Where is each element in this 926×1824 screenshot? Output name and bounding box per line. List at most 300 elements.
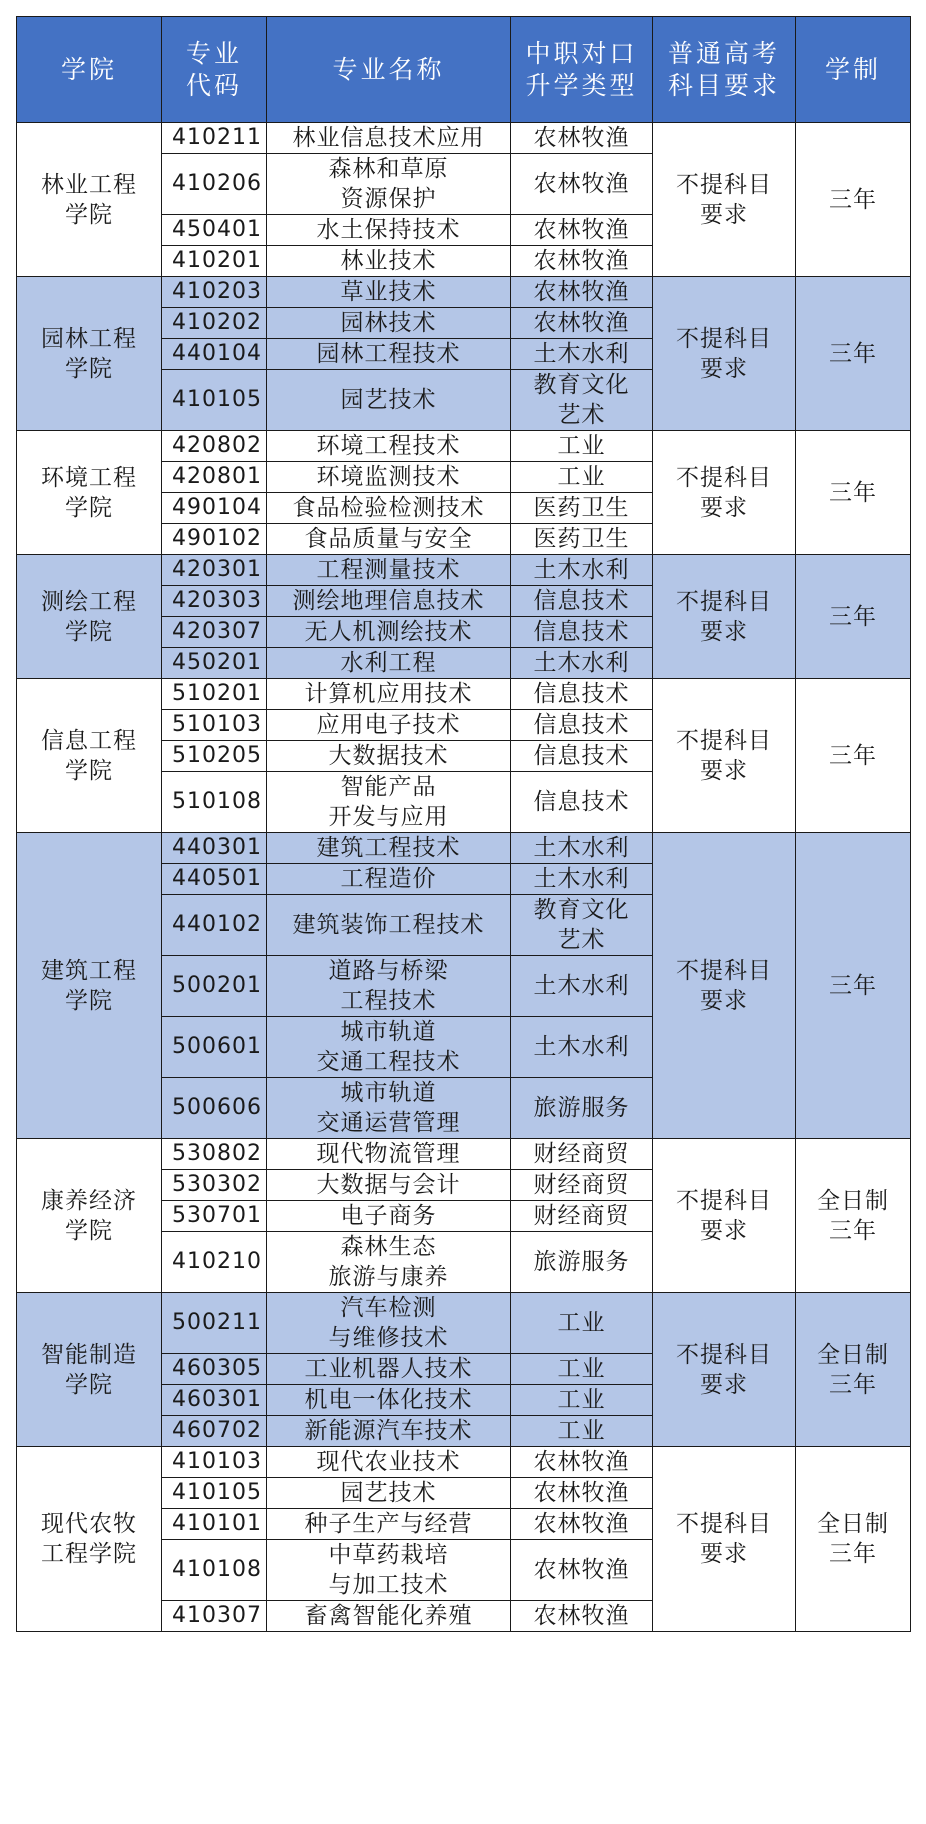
major-code-cell: 420801 (162, 462, 267, 493)
major-code-cell: 450201 (162, 648, 267, 679)
major-code-cell: 510205 (162, 741, 267, 772)
subject-requirement: 要求 (700, 494, 748, 521)
majors-table-container (16, 16, 911, 1632)
college-name: 园林工程 (41, 325, 137, 352)
major-code-cell: 410206 (162, 154, 267, 215)
subject-requirement-cell (653, 277, 796, 431)
major-code-cell: 510103 (162, 710, 267, 741)
admission-type: 教育文化 (533, 372, 630, 398)
major-name: 智能产品 (340, 774, 437, 800)
admission-type: 农林牧渔 (533, 217, 630, 243)
duration: 三年 (829, 603, 877, 630)
admission-type-cell (511, 833, 653, 864)
major-name: 畜禽智能化养殖 (304, 1603, 473, 1629)
table-row (17, 1447, 911, 1478)
major-code-cell: 410108 (162, 1540, 267, 1601)
admission-type-cell (511, 524, 653, 555)
admission-type: 医药卫生 (533, 526, 630, 552)
subject-requirement: 要求 (700, 987, 748, 1014)
admission-type-cell (511, 1509, 653, 1540)
admission-type-cell (511, 772, 653, 833)
major-name-cell (267, 123, 511, 154)
major-name-cell (267, 956, 511, 1017)
admission-type-cell (511, 154, 653, 215)
major-code-cell: 510108 (162, 772, 267, 833)
major-name: 林业技术 (340, 248, 437, 274)
major-code-cell: 410101 (162, 1509, 267, 1540)
admission-type: 工业 (557, 1418, 606, 1444)
duration-cell (796, 431, 911, 555)
major-name: 大数据与会计 (316, 1172, 461, 1198)
subject-requirement: 不提科目 (676, 325, 772, 352)
major-name-cell (267, 1416, 511, 1447)
duration: 三年 (829, 340, 877, 367)
college-cell (17, 1293, 162, 1447)
duration: 三年 (829, 972, 877, 999)
admission-type-cell (511, 1478, 653, 1509)
duration-cell (796, 277, 911, 431)
admission-type: 农林牧渔 (533, 1603, 630, 1629)
subject-requirement-cell (653, 123, 796, 277)
major-name: 建筑装饰工程技术 (292, 912, 485, 938)
duration: 三年 (829, 1371, 877, 1398)
major-name: 工业机器人技术 (304, 1356, 473, 1382)
admission-type-cell (511, 123, 653, 154)
major-code-cell: 440104 (162, 339, 267, 370)
college-name: 信息工程 (41, 727, 137, 754)
admission-type-cell (511, 339, 653, 370)
major-name: 计算机应用技术 (304, 681, 473, 707)
admission-type: 农林牧渔 (533, 248, 630, 274)
major-code-cell: 510201 (162, 679, 267, 710)
major-name-cell (267, 1078, 511, 1139)
major-name: 林业信息技术应用 (292, 125, 485, 151)
table-row (17, 833, 911, 864)
major-code-cell: 420307 (162, 617, 267, 648)
duration-cell (796, 1293, 911, 1447)
subject-requirement: 不提科目 (676, 727, 772, 754)
subject-requirement-cell (653, 679, 796, 833)
college-cell (17, 833, 162, 1139)
major-code-cell: 410210 (162, 1232, 267, 1293)
duration-cell (796, 679, 911, 833)
major-name: 交通运营管理 (316, 1110, 461, 1136)
admission-type: 农林牧渔 (533, 125, 630, 151)
major-name: 旅游与康养 (328, 1264, 449, 1290)
duration-cell (796, 123, 911, 277)
major-code-cell: 500601 (162, 1017, 267, 1078)
major-name: 应用电子技术 (316, 712, 461, 738)
subject-requirement: 不提科目 (676, 1511, 772, 1537)
admission-type-cell (511, 215, 653, 246)
major-name: 食品质量与安全 (304, 526, 473, 552)
admission-type-cell (511, 1293, 653, 1354)
major-name-cell (267, 277, 511, 308)
admission-type: 财经商贸 (533, 1203, 630, 1229)
subject-requirement: 要求 (700, 618, 748, 645)
duration: 全日制 (817, 1187, 889, 1214)
header-text: 中职对口 (525, 38, 638, 68)
admission-type-cell (511, 1354, 653, 1385)
college-name: 学院 (65, 1371, 113, 1398)
major-code-cell: 460702 (162, 1416, 267, 1447)
table-row (17, 123, 911, 154)
major-name-cell (267, 308, 511, 339)
major-name-cell (267, 215, 511, 246)
major-name-cell (267, 493, 511, 524)
admission-type-cell (511, 1416, 653, 1447)
header-text: 学制 (824, 54, 881, 84)
table-row (17, 555, 911, 586)
college-cell (17, 1139, 162, 1293)
major-code-cell: 440102 (162, 895, 267, 956)
major-name-cell (267, 431, 511, 462)
majors-table (16, 16, 911, 1632)
major-name-cell (267, 1540, 511, 1601)
major-name: 城市轨道 (340, 1019, 437, 1045)
table-body (17, 123, 911, 1632)
major-name: 新能源汽车技术 (304, 1418, 473, 1444)
duration-cell (796, 1447, 911, 1632)
subject-requirement: 要求 (700, 355, 748, 382)
major-code-cell: 450401 (162, 215, 267, 246)
header-row (17, 17, 911, 123)
major-name: 种子生产与经营 (304, 1511, 473, 1537)
major-name-cell (267, 586, 511, 617)
major-name: 森林和草原 (328, 156, 449, 182)
admission-type: 工业 (557, 1356, 606, 1382)
admission-type-cell (511, 462, 653, 493)
subject-requirement-cell (653, 1293, 796, 1447)
admission-type: 农林牧渔 (533, 1557, 630, 1583)
college-cell (17, 277, 162, 431)
major-name: 建筑工程技术 (316, 835, 461, 861)
major-name: 水土保持技术 (316, 217, 461, 243)
major-name: 食品检验检测技术 (292, 495, 485, 521)
major-name: 开发与应用 (328, 804, 449, 830)
major-name: 现代农业技术 (316, 1449, 461, 1475)
admission-type-cell (511, 493, 653, 524)
admission-type: 教育文化 (533, 897, 630, 923)
admission-type: 农林牧渔 (533, 1511, 630, 1537)
major-name-cell (267, 1293, 511, 1354)
header-admission-type (511, 17, 653, 123)
duration: 全日制 (817, 1341, 889, 1368)
major-name: 现代物流管理 (316, 1141, 461, 1167)
admission-type: 土木水利 (533, 557, 630, 583)
major-name: 机电一体化技术 (304, 1387, 473, 1413)
college-cell (17, 1447, 162, 1632)
major-name: 工程测量技术 (316, 557, 461, 583)
major-name: 园艺技术 (340, 1480, 437, 1506)
admission-type: 信息技术 (533, 789, 630, 815)
header-college (17, 17, 162, 123)
college-cell (17, 431, 162, 555)
major-name: 城市轨道 (340, 1080, 437, 1106)
major-code-cell: 530302 (162, 1170, 267, 1201)
major-code-cell: 420303 (162, 586, 267, 617)
admission-type: 信息技术 (533, 743, 630, 769)
header-text: 升学类型 (525, 70, 638, 100)
major-name-cell (267, 1354, 511, 1385)
header-text: 学院 (60, 54, 117, 84)
duration-cell (796, 833, 911, 1139)
admission-type: 信息技术 (533, 588, 630, 614)
college-name: 学院 (65, 987, 113, 1014)
admission-type-cell (511, 555, 653, 586)
college-name: 智能制造 (41, 1341, 137, 1368)
major-code-cell: 530701 (162, 1201, 267, 1232)
major-code-cell: 490104 (162, 493, 267, 524)
admission-type: 工业 (557, 1310, 606, 1336)
major-code-cell: 410211 (162, 123, 267, 154)
major-name: 道路与桥梁 (328, 958, 449, 984)
admission-type-cell (511, 586, 653, 617)
college-name: 环境工程 (41, 464, 137, 491)
admission-type: 信息技术 (533, 681, 630, 707)
admission-type-cell (511, 1232, 653, 1293)
subject-requirement: 不提科目 (676, 588, 772, 615)
subject-requirement: 要求 (700, 201, 748, 228)
major-code-cell: 410201 (162, 246, 267, 277)
college-name: 林业工程 (41, 171, 137, 198)
college-name: 学院 (65, 757, 113, 784)
major-code-cell: 410105 (162, 1478, 267, 1509)
header-duration (796, 17, 911, 123)
duration-cell (796, 1139, 911, 1293)
admission-type-cell (511, 370, 653, 431)
major-name-cell (267, 679, 511, 710)
admission-type-cell (511, 1201, 653, 1232)
major-code-cell: 410307 (162, 1601, 267, 1632)
major-name: 大数据技术 (328, 743, 449, 769)
major-code-cell: 420301 (162, 555, 267, 586)
admission-type: 土木水利 (533, 1034, 630, 1060)
college-cell (17, 555, 162, 679)
major-name-cell (267, 462, 511, 493)
subject-requirement: 要求 (700, 757, 748, 784)
subject-requirement: 不提科目 (676, 1187, 772, 1214)
major-name-cell (267, 741, 511, 772)
major-name: 工程造价 (340, 866, 437, 892)
subject-requirement: 要求 (700, 1217, 748, 1244)
subject-requirement: 不提科目 (676, 464, 772, 491)
major-name: 园艺技术 (340, 387, 437, 413)
duration: 三年 (829, 742, 877, 769)
major-name-cell (267, 1232, 511, 1293)
admission-type: 农林牧渔 (533, 1480, 630, 1506)
admission-type: 艺术 (557, 927, 606, 953)
major-code-cell: 500606 (162, 1078, 267, 1139)
major-name: 资源保护 (340, 186, 437, 212)
major-name: 测绘地理信息技术 (292, 588, 485, 614)
major-name: 环境工程技术 (316, 433, 461, 459)
header-major-name (267, 17, 511, 123)
major-name: 中草药栽培 (328, 1542, 449, 1568)
admission-type-cell (511, 246, 653, 277)
major-name-cell (267, 555, 511, 586)
admission-type-cell (511, 648, 653, 679)
subject-requirement-cell (653, 833, 796, 1139)
subject-requirement-cell (653, 555, 796, 679)
major-name-cell (267, 1201, 511, 1232)
college-name: 现代农牧 (41, 1511, 137, 1537)
subject-requirement: 不提科目 (676, 171, 772, 198)
major-name: 交通工程技术 (316, 1049, 461, 1075)
header-text: 普通高考 (667, 38, 780, 68)
major-name-cell (267, 1447, 511, 1478)
subject-requirement-cell (653, 431, 796, 555)
admission-type-cell (511, 956, 653, 1017)
duration: 全日制 (817, 1511, 889, 1537)
admission-type: 土木水利 (533, 650, 630, 676)
major-name-cell (267, 772, 511, 833)
college-name: 康养经济 (41, 1187, 137, 1214)
table-row (17, 1139, 911, 1170)
major-name-cell (267, 833, 511, 864)
admission-type: 旅游服务 (533, 1249, 630, 1275)
major-code-cell: 460305 (162, 1354, 267, 1385)
admission-type: 土木水利 (533, 973, 630, 999)
admission-type-cell (511, 1385, 653, 1416)
admission-type: 信息技术 (533, 619, 630, 645)
college-name: 学院 (65, 494, 113, 521)
table-row (17, 1293, 911, 1354)
admission-type-cell (511, 1078, 653, 1139)
admission-type: 工业 (557, 1387, 606, 1413)
major-name: 水利工程 (340, 650, 437, 676)
major-name: 工程技术 (340, 988, 437, 1014)
admission-type: 财经商贸 (533, 1172, 630, 1198)
admission-type: 农林牧渔 (533, 1449, 630, 1475)
admission-type-cell (511, 895, 653, 956)
duration: 三年 (829, 1217, 877, 1244)
major-name-cell (267, 1170, 511, 1201)
admission-type: 农林牧渔 (533, 279, 630, 305)
major-code-cell: 440301 (162, 833, 267, 864)
admission-type: 土木水利 (533, 866, 630, 892)
header-text: 代码 (185, 70, 242, 100)
college-name: 学院 (65, 618, 113, 645)
subject-requirement: 要求 (700, 1371, 748, 1398)
college-name: 测绘工程 (41, 588, 137, 615)
admission-type: 农林牧渔 (533, 171, 630, 197)
major-name-cell (267, 370, 511, 431)
admission-type-cell (511, 1601, 653, 1632)
admission-type-cell (511, 1139, 653, 1170)
major-name-cell (267, 339, 511, 370)
major-name: 园林工程技术 (316, 341, 461, 367)
major-name: 与加工技术 (328, 1572, 449, 1598)
admission-type-cell (511, 1017, 653, 1078)
header-text: 科目要求 (667, 70, 780, 100)
major-name-cell (267, 246, 511, 277)
college-name: 建筑工程 (41, 957, 137, 984)
subject-requirement: 不提科目 (676, 957, 772, 984)
admission-type-cell (511, 1540, 653, 1601)
header-subject-requirement (653, 17, 796, 123)
duration: 三年 (829, 186, 877, 213)
header-major-code (162, 17, 267, 123)
admission-type: 工业 (557, 464, 606, 490)
major-code-cell: 500201 (162, 956, 267, 1017)
table-row (17, 679, 911, 710)
major-name-cell (267, 154, 511, 215)
major-code-cell: 460301 (162, 1385, 267, 1416)
table-row (17, 277, 911, 308)
admission-type: 财经商贸 (533, 1141, 630, 1167)
duration: 三年 (829, 1541, 877, 1567)
major-code-cell: 410103 (162, 1447, 267, 1478)
college-name: 学院 (65, 1217, 113, 1244)
major-name-cell (267, 710, 511, 741)
major-name-cell (267, 1017, 511, 1078)
major-name: 园林技术 (340, 310, 437, 336)
admission-type-cell (511, 308, 653, 339)
duration-cell (796, 555, 911, 679)
college-cell (17, 679, 162, 833)
major-name-cell (267, 1601, 511, 1632)
subject-requirement: 不提科目 (676, 1341, 772, 1368)
major-name-cell (267, 1139, 511, 1170)
college-name: 学院 (65, 201, 113, 228)
admission-type-cell (511, 864, 653, 895)
major-name-cell (267, 524, 511, 555)
college-cell (17, 123, 162, 277)
major-name: 环境监测技术 (316, 464, 461, 490)
admission-type-cell (511, 617, 653, 648)
subject-requirement-cell (653, 1139, 796, 1293)
major-code-cell: 410105 (162, 370, 267, 431)
admission-type-cell (511, 1170, 653, 1201)
major-name: 与维修技术 (328, 1325, 449, 1351)
major-name-cell (267, 864, 511, 895)
admission-type: 工业 (557, 433, 606, 459)
admission-type: 农林牧渔 (533, 310, 630, 336)
admission-type-cell (511, 431, 653, 462)
major-code-cell: 490102 (162, 524, 267, 555)
major-name-cell (267, 1509, 511, 1540)
major-name: 无人机测绘技术 (304, 619, 473, 645)
admission-type-cell (511, 277, 653, 308)
admission-type: 艺术 (557, 402, 606, 428)
admission-type-cell (511, 710, 653, 741)
major-code-cell: 530802 (162, 1139, 267, 1170)
admission-type-cell (511, 679, 653, 710)
admission-type-cell (511, 1447, 653, 1478)
major-code-cell: 420802 (162, 431, 267, 462)
major-name: 森林生态 (340, 1234, 437, 1260)
subject-requirement: 要求 (700, 1541, 748, 1567)
college-name: 学院 (65, 355, 113, 382)
admission-type: 土木水利 (533, 835, 630, 861)
major-code-cell: 440501 (162, 864, 267, 895)
table-row (17, 431, 911, 462)
header-text: 专业名称 (332, 54, 445, 84)
header-text: 专业 (185, 38, 242, 68)
subject-requirement-cell (653, 1447, 796, 1632)
admission-type-cell (511, 741, 653, 772)
major-name: 电子商务 (340, 1203, 437, 1229)
major-name-cell (267, 1385, 511, 1416)
major-code-cell: 410203 (162, 277, 267, 308)
major-code-cell: 500211 (162, 1293, 267, 1354)
college-name: 工程学院 (41, 1541, 137, 1567)
major-name-cell (267, 648, 511, 679)
admission-type: 旅游服务 (533, 1095, 630, 1121)
admission-type: 医药卫生 (533, 495, 630, 521)
admission-type: 土木水利 (533, 341, 630, 367)
